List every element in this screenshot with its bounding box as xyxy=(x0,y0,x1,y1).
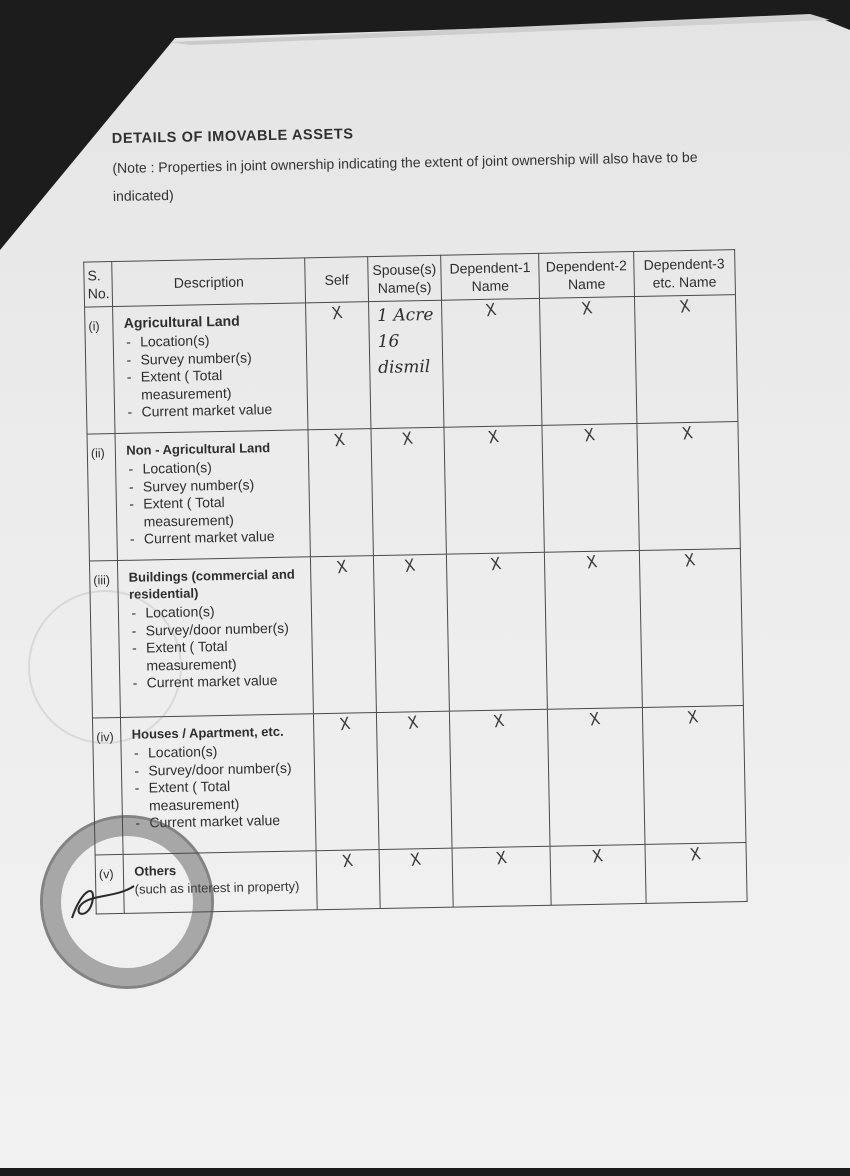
cell-self xyxy=(313,713,378,851)
cross-mark: X xyxy=(484,300,498,322)
cell-dependent-1 xyxy=(446,552,547,711)
cell-dependent-2 xyxy=(548,707,645,846)
cell-spouse xyxy=(376,711,452,849)
row-sno: (i) xyxy=(85,307,116,435)
cell-dependent-1 xyxy=(441,298,542,427)
cell-dependent-2 xyxy=(545,550,642,709)
row-sno: (iii) xyxy=(89,560,120,718)
cross-mark: X xyxy=(680,423,695,445)
cell-dependent-3 xyxy=(636,422,740,551)
cross-mark: X xyxy=(582,425,597,447)
list-item: - Extent ( Total measurement) xyxy=(127,492,305,530)
row-description xyxy=(113,303,308,434)
cross-mark: X xyxy=(400,428,415,451)
list-item: - Extent ( Total measurement) xyxy=(130,636,308,674)
row-subtitle: (such as interest in property) xyxy=(134,878,300,897)
cross-mark: X xyxy=(406,712,420,735)
cross-mark: X xyxy=(491,711,506,733)
list-item: - Survey/door number(s) xyxy=(132,759,310,780)
cross-mark: X xyxy=(332,430,347,452)
row-title: Agricultural Land xyxy=(123,312,240,331)
row-description xyxy=(115,430,310,561)
header-dependent-2: Dependent-2 Name xyxy=(539,252,634,299)
list-item: - Location(s) xyxy=(126,457,304,478)
cell-dependent-3 xyxy=(645,842,748,903)
cross-mark: X xyxy=(688,844,703,866)
cell-spouse xyxy=(371,427,446,555)
header-sno: S. No. xyxy=(84,262,113,308)
list-item: - Current market value xyxy=(133,811,311,832)
row-sno: (iv) xyxy=(92,717,123,855)
cell-spouse xyxy=(368,300,443,428)
cell-dependent-2 xyxy=(550,844,645,905)
cell-dependent-1 xyxy=(449,709,550,848)
cell-spouse xyxy=(379,848,453,908)
cross-mark: X xyxy=(488,554,503,576)
cross-mark: X xyxy=(683,550,697,572)
cross-mark: X xyxy=(686,707,700,729)
cross-mark: X xyxy=(330,303,344,325)
cell-dependent-2 xyxy=(540,297,637,426)
list-item: - Location(s) xyxy=(132,741,310,762)
list-item: - Extent ( Total measurement) xyxy=(133,776,311,814)
cell-self xyxy=(310,556,376,714)
cell-dependent-1 xyxy=(444,425,545,554)
header-dependent-3: Dependent-3 etc. Name xyxy=(633,250,735,297)
cross-mark: X xyxy=(403,555,417,578)
cross-mark: X xyxy=(588,709,602,731)
cross-mark: X xyxy=(585,552,599,574)
header-self: Self xyxy=(305,257,369,303)
row-items xyxy=(126,457,305,548)
row-items xyxy=(132,741,311,832)
table-row-agricultural-land xyxy=(85,295,738,434)
cross-mark: X xyxy=(340,850,355,873)
faint-seal-stamp xyxy=(28,590,182,744)
cross-mark: X xyxy=(494,847,509,870)
section-heading: DETAILS OF IMOVABLE ASSETS xyxy=(111,126,354,148)
header-description: Description xyxy=(112,258,305,307)
row-title: Others xyxy=(134,862,177,879)
immovable-assets-table xyxy=(83,249,747,914)
cross-mark: X xyxy=(590,846,605,868)
cell-self xyxy=(306,302,371,430)
row-title: Buildings (commercial and residential) xyxy=(128,566,295,602)
list-item: - Location(s) xyxy=(129,601,307,622)
cell-dependent-3 xyxy=(639,549,743,708)
table-row-buildings xyxy=(89,549,743,718)
cell-spouse xyxy=(373,554,449,712)
list-item: - Current market value xyxy=(125,400,303,421)
list-item: - Survey number(s) xyxy=(127,475,305,496)
table-row-non-agricultural-land xyxy=(87,422,740,561)
cell-dependent-3 xyxy=(642,706,746,845)
list-item: - Current market value xyxy=(131,671,309,692)
cross-mark: X xyxy=(486,427,501,449)
list-item: - Location(s) xyxy=(124,330,302,351)
cell-self xyxy=(316,850,380,910)
row-sno: (ii) xyxy=(87,434,118,562)
cell-dependent-2 xyxy=(542,424,639,553)
list-item: - Survey/door number(s) xyxy=(130,619,308,640)
signature-scribble xyxy=(62,878,142,928)
handwritten-entry: 16 dismil xyxy=(377,331,431,378)
cell-dependent-1 xyxy=(452,846,551,907)
row-items xyxy=(124,330,303,421)
section-note: (Note : Properties in joint ownership indicating the extent of joint ownership will also have to be indicated) xyxy=(112,148,698,205)
header-spouse: Spouse(s) Name(s) xyxy=(368,255,442,301)
cross-mark: X xyxy=(335,556,349,579)
row-title: Houses / Apartment, etc. xyxy=(131,723,284,742)
cross-mark: X xyxy=(338,713,352,736)
table-row-houses xyxy=(92,706,746,855)
handwritten-entry: 1 Acre xyxy=(377,304,434,326)
cross-mark: X xyxy=(580,298,594,320)
cross-mark: X xyxy=(408,849,423,872)
row-title: Non - Agricultural Land xyxy=(126,440,271,458)
header-dependent-1: Dependent-1 Name xyxy=(441,253,540,300)
cell-self xyxy=(308,429,373,557)
list-item: - Extent ( Total measurement) xyxy=(125,365,303,403)
cross-mark: X xyxy=(678,296,692,318)
list-item: - Current market value xyxy=(128,527,306,548)
list-item: - Survey number(s) xyxy=(124,348,302,369)
cell-dependent-3 xyxy=(634,295,738,424)
row-sno: (v) xyxy=(95,854,125,914)
